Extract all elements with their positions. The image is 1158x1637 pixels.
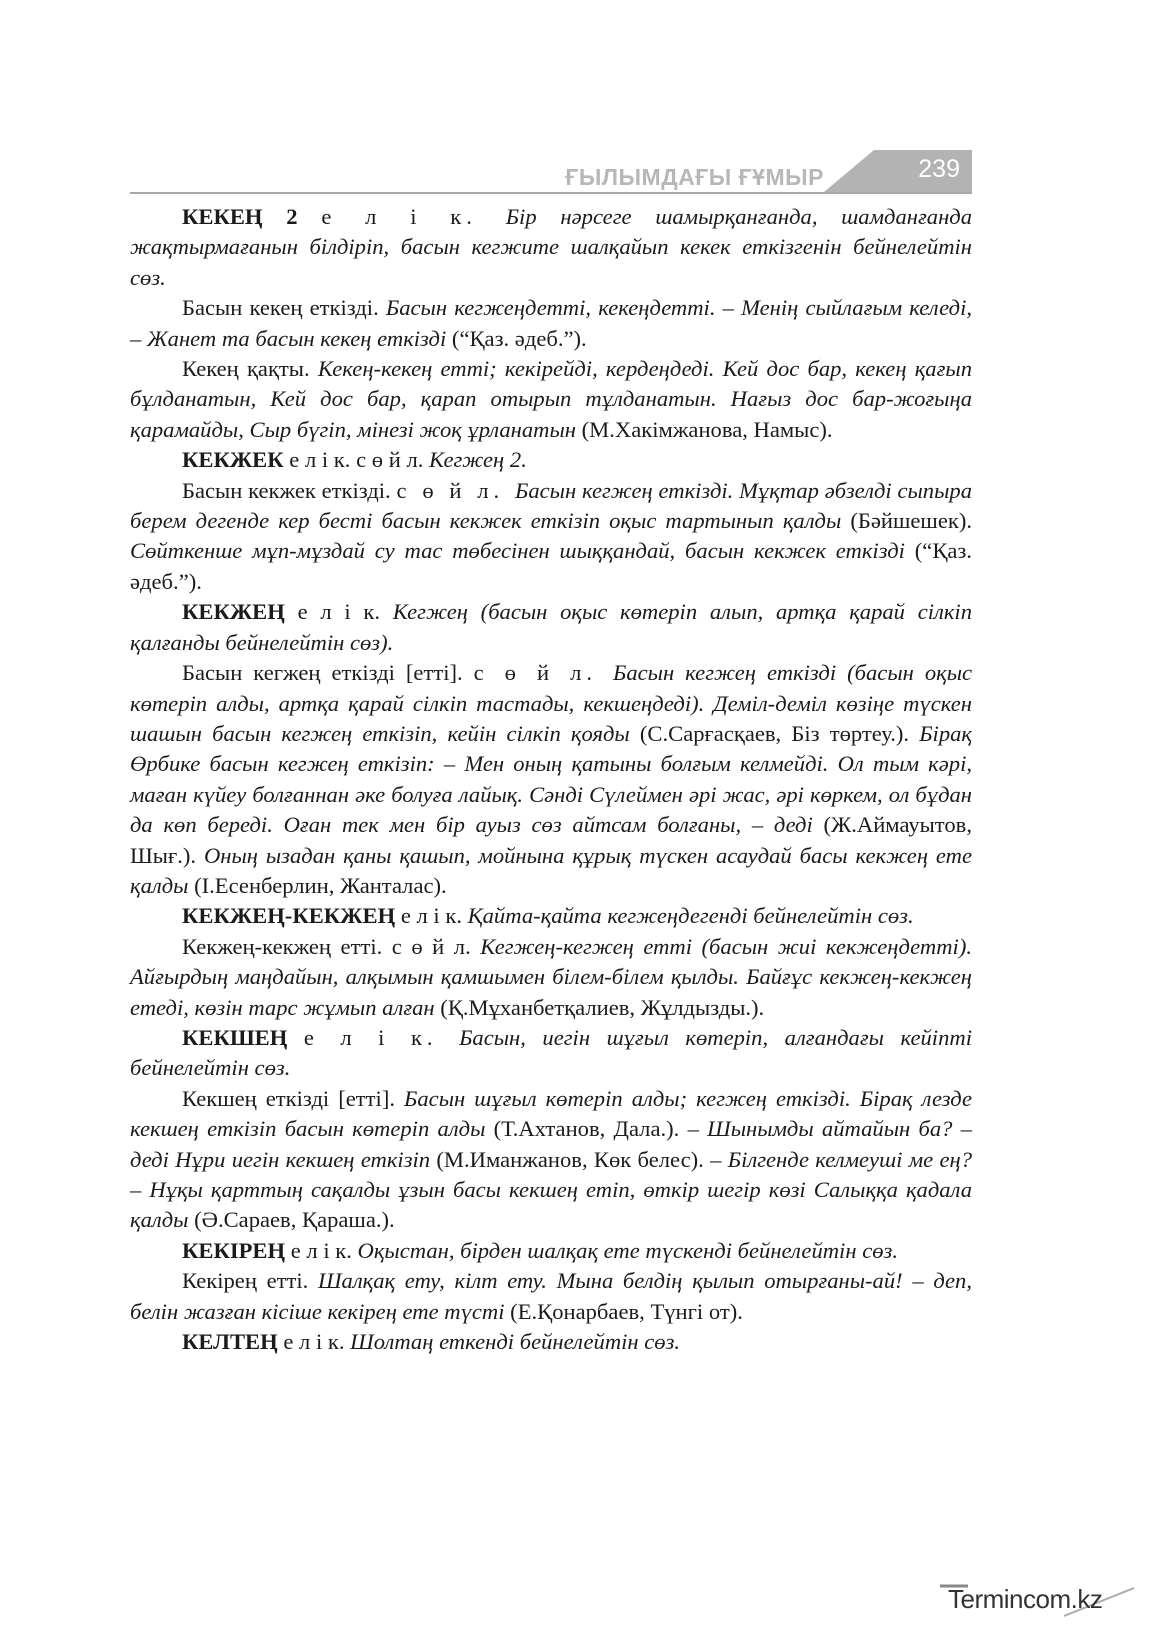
headword: КЕКЖЕҢ-КЕКЖЕҢ <box>182 903 401 929</box>
grammar-label: с ө й л. <box>396 477 515 503</box>
entry-paragraph <box>130 202 972 293</box>
definition-text: Кекең-кекең етті; кекірейді, кердеңдеді. Кей дос бар, кекең қағып бұлданатын, Кей дос бар, қарап отырып тұлданатын. Нағыз дос бар-жоғыңа қарамайды, Сыр бүгіп, мінезі жоқ ұрланатын <box>130 356 972 442</box>
running-header <box>130 146 972 194</box>
plain-text: (М.Иманжанов, Көк белес). <box>436 1146 711 1172</box>
plain-text: е л і к. <box>290 1237 358 1263</box>
page-number: 239 <box>918 155 960 183</box>
definition-text: Басын кегжең еткізді (басын оқыс көтеріп алды, артқа қарай сілкіп тастады, кекшеңдеді). Деміл-деміл көзіңе түскен шашын басын кегжең еткізіп, кейін сілкіп қояды <box>130 660 973 746</box>
definition-text: Кегжең 2. <box>429 447 527 473</box>
plain-text: е л і к. <box>400 903 468 929</box>
headword: КЕКШЕҢ <box>182 1024 304 1050</box>
plain-text: Кекең қақты. <box>182 356 318 382</box>
headword: КЕЛТЕҢ <box>182 1329 284 1355</box>
entry-paragraph <box>130 445 972 475</box>
definition-text: Бір нәрсеге шамырқанғанда, шамданғанда жақтырмағанын білдіріп, басын кегжите шалқайып кекек еткізгенін бейнелейтін сөз. <box>130 204 973 290</box>
definition-text: Оның ызадан қаны қашып, мойнына құрық түскен асаудай басы кекжең ете қалды <box>130 842 972 898</box>
definition-text: Басын, иегін шұғыл көтеріп, алғандағы кейіпті бейнелейтін сөз. <box>130 1024 972 1081</box>
plain-text: Басын кекең еткізді. <box>182 295 386 321</box>
entry-paragraph <box>130 658 972 901</box>
definition-text: Басын шұғыл көтеріп алды; кегжең еткізді. Бірақ лезде кекшең еткізіп басын көтеріп алды <box>130 1085 972 1142</box>
grammar-label: с ө й л. <box>473 660 614 686</box>
plain-text: (М.Хакімжанова, Намыс). <box>581 416 833 442</box>
plain-text: Кекжең-кекжең етті. с ө й л. <box>182 933 481 959</box>
header-rule <box>130 192 972 194</box>
headword: КЕКІРЕҢ <box>182 1237 291 1263</box>
plain-text: Кекірең етті. <box>182 1268 318 1294</box>
definition-text: Басын кегжеңдетті, кекеңдетті. – Менің сыйлағым келеді, – Жанет та басын кекең еткізді <box>130 295 972 351</box>
plain-text: Басын кекжек еткізді. <box>182 477 397 503</box>
definition-text: Шолтаң еткенді бейнелейтін сөз. <box>350 1329 681 1355</box>
entry-paragraph <box>130 1236 972 1266</box>
plain-text: (Қ.Мұханбетқалиев, Жұлдызды.). <box>440 994 765 1020</box>
definition-text: – Шынымды айтайын ба? – деді Нұри иегін кекшең еткізіп <box>130 1116 972 1172</box>
definition-text: Бірақ Өрбике басын кегжең еткізіп: – Мен оның қатыны болғым келмейді. Ол тым кәрі, маған күйеу болғаннан әке болуға лайық. Сәнді Сүлеймен әрі жас, әрі көркем, ол бұдан да көп береді. Оған тек мен бір ауыз сөз айтсам болғаны, – деді <box>130 720 973 838</box>
plain-text: е л і к. <box>283 1329 351 1355</box>
plain-text: (Бәйшешек). <box>850 508 972 534</box>
plain-text: е л і к. <box>297 599 393 625</box>
plain-text: (І.Есенберлин, Жанталас). <box>194 872 447 898</box>
plain-text: (Е.Қонарбаев, Түнгі от). <box>510 1298 743 1324</box>
entry-paragraph <box>130 354 972 445</box>
site-watermark <box>938 1580 1143 1620</box>
plain-text: Басын кегжең еткізді [етті]. <box>182 660 474 686</box>
plain-text: е л і к. с ө й л. <box>289 447 430 473</box>
entry-paragraph <box>130 1266 972 1327</box>
entry-paragraph <box>130 901 972 931</box>
plain-text: (С.Сарғасқаев, Біз төртеу.). <box>639 720 920 746</box>
definition-text: Шалқақ ету, кілт ету. Мына белдің қылып отырғаны-ай! – деп, белін жазған кісіше кекірең ете түсті <box>130 1268 973 1324</box>
entry-paragraph <box>130 293 972 354</box>
grammar-label: е л і к. <box>321 204 506 229</box>
plain-text: (Ж.Аймауытов, Шығ.). <box>130 812 972 868</box>
definition-text: Сөйткенше мұп-мұздай су тас төбесінен шыққандай, басын кекжек еткізді <box>130 538 915 564</box>
plain-text: (Ә.Сараев, Қараша.). <box>194 1207 395 1233</box>
definition-text: Кегжең (басын оқыс көтеріп алып, артқа қарай сілкіп қалғанды бейнелейтін сөз). <box>130 599 972 655</box>
entry-paragraph <box>130 597 972 658</box>
definition-text: Кегжең-кегжең етті (басын жиі кекжеңдетті). Айғырдың маңдайын, алқымын қамшымен білем-білем қылды. Байғұс кекжең-кекжең етеді, көзін тарс жұмып алған <box>130 933 972 1020</box>
entry-paragraph <box>130 1023 972 1084</box>
definition-text: Оқыстан, бірден шалқақ ете түскенді бейнелейтін сөз. <box>357 1237 898 1263</box>
definition-text: – Білгенде келмеуші ме ең? – Нұқы қарттың сақалды ұзын басы кекшең етіп, өткір шегір көзі Салыққа қадала қалды <box>130 1146 972 1233</box>
entry-paragraph <box>130 476 972 598</box>
running-title: ҒЫЛЫМДАҒЫ ҒҰМЫР <box>565 164 824 190</box>
plain-text: (Т.Ахтанов, Дала.). <box>493 1116 688 1142</box>
dictionary-text <box>130 202 972 1357</box>
grammar-label: е л і к. <box>303 1024 460 1050</box>
headword: КЕКЖЕҢ <box>182 599 298 625</box>
plain-text: (“Қаз. әдеб.”). <box>451 325 587 351</box>
entry-paragraph <box>130 1327 972 1357</box>
headword: КЕКЖЕК <box>182 447 290 473</box>
watermark-text: Termincom.kz <box>948 1584 1103 1614</box>
plain-text: (“Қаз. әдеб.”). <box>130 538 972 594</box>
entry-paragraph <box>130 1084 972 1236</box>
headword: КЕКЕҢ 2 <box>182 204 322 229</box>
page-number-tab <box>824 150 972 192</box>
definition-text: Қайта-қайта кегжеңдегенді бейнелейтін сөз. <box>467 903 914 929</box>
entry-paragraph <box>130 932 972 1023</box>
plain-text: Кекшең еткізді [етті]. <box>182 1085 405 1111</box>
definition-text: Басын кегжең еткізді. Мұқтар әбзелді сыпыра берем дегенде кер бесті басын кекжек еткізіп оқыс тартынып қалды <box>130 477 972 534</box>
